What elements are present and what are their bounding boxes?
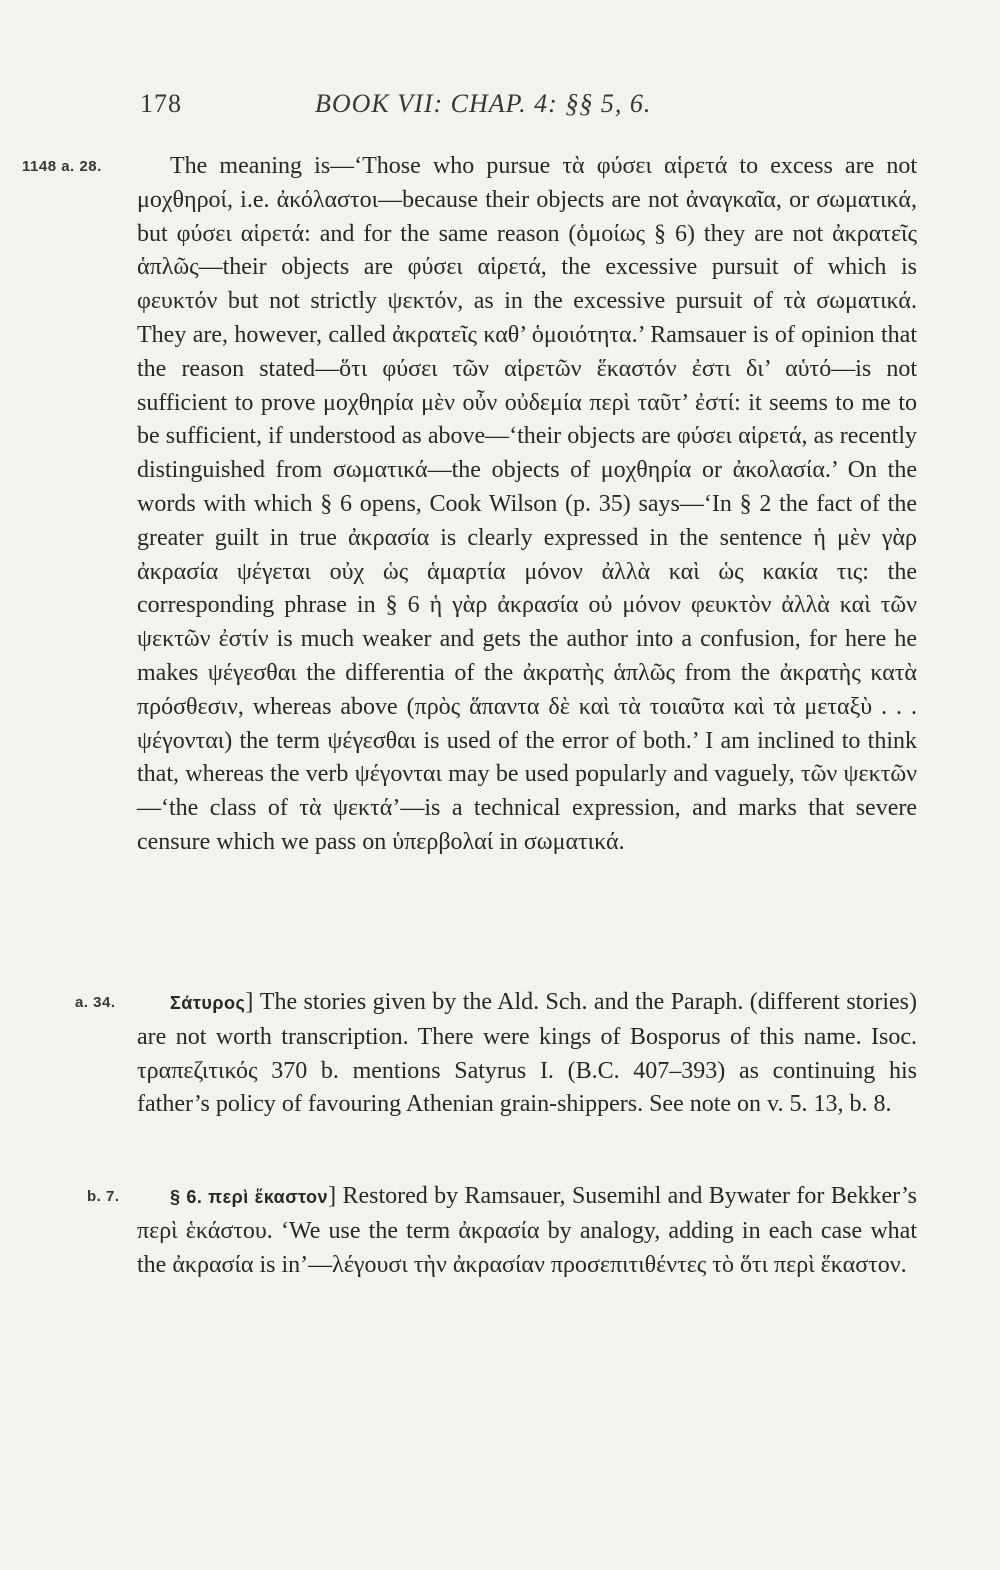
- note-1148a28: [22, 150, 917, 860]
- line-reference: a. 34.: [75, 994, 116, 1011]
- page-number: 178: [140, 89, 182, 118]
- note-a34: [75, 986, 917, 1122]
- lemma: § 6. περὶ ἕκαστον: [170, 1187, 329, 1207]
- line-reference: b. 7.: [87, 1188, 120, 1205]
- note-text: The meaning is—‘Those who pursue τὰ φύσει αἱρετά to excess are not μοχθηροί, i.e. ἀκόλαστοι—because their objects are not ἀναγκαῖα, or σωματικά, but φύσει αἱρετά: and for the same reason (ὁμοίως § 6) they are not ἀκρατεῖς ἁπλῶς—their objects are φύσει αἱρετά, the excessive pursuit of which is φευκτόν but not strictly ψεκτόν, as in the excessive pursuit of τὰ σωματικά. They are, however, called ἀκρατεῖς καθ’ ὁμοιότητα.’ Ramsauer is of opinion that the reason stated—ὅτι φύσει τῶν αἱρετῶν ἕκαστόν ἐστι δι’ αὑτό—is not sufficient to prove μοχθηρία μὲν οὖν οὐδεμία περὶ ταῦτ’ ἐστί: it seems to me to be sufficient, if understood as above—‘their objects are φύσει αἱρετά, as recently distinguished from σωματικά—the objects of μοχθηρία or ἀκολασία.’ On the words with which § 6 opens, Cook Wilson (p. 35) says—‘In § 2 the fact of the greater guilt in true ἀκρασία is clearly expressed in the sentence ἡ μὲν γὰρ ἀκρασία ψέγεται οὐχ ὡς ἁμαρτία μόνον ἀλλὰ καὶ ὡς κακία τις: the corresponding phrase in § 6 ἡ γὰρ ἀκρασία οὐ μόνον φευκτὸν ἀλλὰ καὶ τῶν ψεκτῶν ἐστίν is much weaker and gets the author into a confusion, for here he makes ψέγεσθαι the differentia of the ἀκρατὴς ἁπλῶς from the ἀκρατὴς κατὰ πρόσθεσιν, whereas above (πρὸς ἅπαντα δὲ καὶ τὰ τοιαῦτα καὶ τὰ μεταξὺ . . . ψέγονται) the term ψέγεσθαι is used of the error of both.’ I am inclined to think that, whereas the verb ψέγονται may be used popularly and vaguely, τῶν ψεκτῶν—‘the class of τὰ ψεκτά’—is a technical expression, and marks that severe censure which we pass on ὑπερβολαί in σωματικά.: [137, 153, 917, 855]
- note-text: § 6. περὶ ἕκαστον] Restored by Ramsauer, Susemihl and Bywater for Bekker’s περὶ ἑκάστου. ‘We use the term ἀκρασία by analogy, adding in each case what the ἀκρασία is in’—λέγουσι τὴν ἀκρασίαν προσεπιτιθέντες τὸ ὅτι περὶ ἕκαστον.: [137, 1183, 917, 1278]
- note-body: The stories given by the Ald. Sch. and the Paraph. (different stories) are not worth transcription. There were kings of Bosporus of this name. Isoc. τραπεζιτικός 370 b. mentions Satyrus I. (B.C. 407–393) as continuing his father’s policy of favouring Athenian grain-shippers. See note on v. 5. 13, b. 8.: [137, 989, 917, 1118]
- lemma: Σάτυρος: [170, 993, 246, 1013]
- running-title: BOOK VII: CHAP. 4: §§ 5, 6.: [315, 89, 652, 118]
- note-text: Σάτυρος] The stories given by the Ald. Sch. and the Paraph. (different stories) are not worth transcription. There were kings of Bosporus of this name. Isoc. τραπεζιτικός 370 b. mentions Satyrus I. (B.C. 407–393) as continuing his father’s policy of favouring Athenian grain-shippers. See note on v. 5. 13, b. 8.: [137, 989, 917, 1118]
- line-reference: 1148 a. 28.: [22, 158, 102, 175]
- note-b7: [87, 1180, 917, 1282]
- note-body: Restored by Ramsauer, Susemihl and Bywater for Bekker’s περὶ ἑκάστου. ‘We use the term ἀκρασία by analogy, adding in each case what the ἀκρασία is in’—λέγουσι τὴν ἀκρασίαν προσεπιτιθέντες τὸ ὅτι περὶ ἕκαστον.: [137, 1183, 917, 1278]
